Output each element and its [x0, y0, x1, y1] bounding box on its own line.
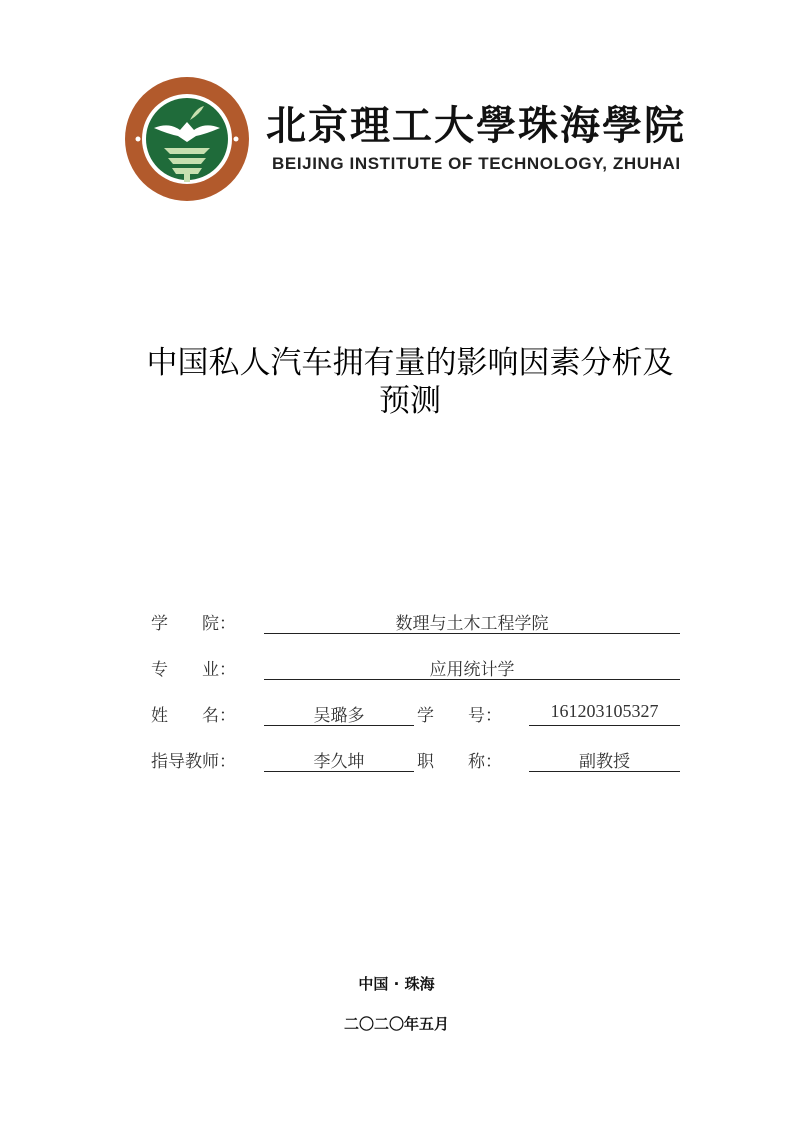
major-row: [151, 651, 681, 681]
advisor-value: 李久坤: [264, 747, 414, 772]
college-value: 数理与土木工程学院: [264, 609, 680, 634]
name-value: 吴璐多: [264, 701, 414, 726]
major-value: 应用统计学: [264, 655, 680, 680]
major-label: 专 业：: [151, 660, 236, 680]
thesis-title-line1: 中国私人汽车拥有量的影响因素分析及: [146, 345, 674, 381]
footer-place: 中国 · 珠海: [358, 975, 435, 993]
school-seal-logo: [124, 76, 250, 202]
advisor-row: [151, 743, 681, 773]
advisor-label: 指导教师：: [151, 752, 236, 772]
student-id-label: 学 号：: [417, 706, 502, 726]
college-label: 学 院：: [151, 614, 236, 634]
name-label: 姓 名：: [151, 706, 236, 726]
school-name-en: BEIJING INSTITUTE OF TECHNOLOGY, ZHUHAI: [272, 154, 681, 173]
student-id-value: 161203105327: [529, 701, 680, 726]
rank-label: 职 称：: [417, 752, 502, 772]
rank-value: 副教授: [529, 747, 680, 772]
thesis-title-line2: 预测: [379, 383, 441, 419]
college-row: [151, 605, 681, 635]
footer-date: 二〇二〇年五月: [343, 1015, 449, 1033]
thesis-title: [100, 344, 720, 420]
school-header: [124, 72, 724, 202]
name-row: [151, 697, 681, 727]
school-name-cn: 北京理工大學珠海學院: [266, 103, 686, 149]
seal-icon: [124, 76, 250, 202]
